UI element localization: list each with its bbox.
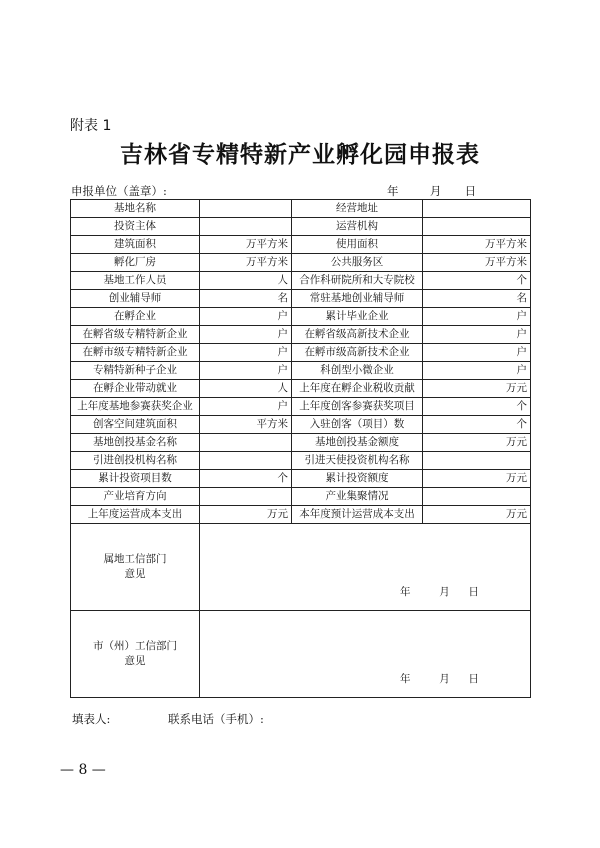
field-label: 合作科研院所和大专院校 <box>292 272 423 290</box>
table-row <box>71 236 531 254</box>
field-value[interactable]: 名 <box>423 290 531 308</box>
field-value[interactable]: 万平方米 <box>423 236 531 254</box>
table-row <box>71 362 531 380</box>
field-label: 累计投资项目数 <box>71 470 200 488</box>
field-value[interactable]: 户 <box>200 308 292 326</box>
date-year: 年 <box>400 586 411 598</box>
field-value[interactable] <box>423 200 531 218</box>
field-label: 基地工作人员 <box>71 272 200 290</box>
application-form-table <box>70 199 531 698</box>
field-label: 公共服务区 <box>292 254 423 272</box>
field-value[interactable] <box>423 488 531 506</box>
table-row <box>71 344 531 362</box>
field-label: 上年度创客参赛获奖项目 <box>292 398 423 416</box>
field-label: 引进天使投资机构名称 <box>292 452 423 470</box>
field-label: 在孵市级高新技术企业 <box>292 344 423 362</box>
field-value[interactable] <box>200 434 292 452</box>
field-value[interactable] <box>423 452 531 470</box>
field-value[interactable]: 万元 <box>200 506 292 524</box>
field-label: 经营地址 <box>292 200 423 218</box>
field-value[interactable]: 万元 <box>423 434 531 452</box>
field-label: 在孵市级专精特新企业 <box>71 344 200 362</box>
table-row <box>71 398 531 416</box>
field-label: 累计投资额度 <box>292 470 423 488</box>
field-value[interactable]: 人 <box>200 272 292 290</box>
field-value[interactable]: 万元 <box>423 470 531 488</box>
date-month: 月 <box>439 586 450 598</box>
table-row <box>71 254 531 272</box>
opinion-row-local <box>71 524 531 611</box>
field-label: 创客空间建筑面积 <box>71 416 200 434</box>
field-value[interactable]: 万平方米 <box>423 254 531 272</box>
field-value[interactable]: 户 <box>423 326 531 344</box>
opinion-label-line2: 意见 <box>124 568 146 580</box>
table-row <box>71 488 531 506</box>
table-row <box>71 416 531 434</box>
field-label: 投资主体 <box>71 218 200 236</box>
field-value[interactable]: 名 <box>200 290 292 308</box>
field-label: 本年度预计运营成本支出 <box>292 506 423 524</box>
field-label: 孵化厂房 <box>71 254 200 272</box>
field-label: 在孵企业 <box>71 308 200 326</box>
field-value[interactable]: 户 <box>423 308 531 326</box>
date-month: 月 <box>439 673 450 685</box>
opinion-label-cell <box>71 611 200 698</box>
table-row <box>71 290 531 308</box>
table-row <box>71 326 531 344</box>
opinion-label-cell <box>71 524 200 611</box>
table-row <box>71 506 531 524</box>
table-row <box>71 452 531 470</box>
field-value[interactable]: 人 <box>200 380 292 398</box>
table-row <box>71 380 531 398</box>
field-label: 专精特新种子企业 <box>71 362 200 380</box>
submission-date <box>387 183 476 199</box>
field-value[interactable]: 个 <box>423 416 531 434</box>
field-value[interactable] <box>200 452 292 470</box>
field-label: 基地创投基金名称 <box>71 434 200 452</box>
field-value[interactable] <box>200 218 292 236</box>
filler-label: 填表人: <box>72 712 111 726</box>
date-month: 月 <box>429 184 442 198</box>
field-label: 引进创投机构名称 <box>71 452 200 470</box>
field-label: 在孵省级专精特新企业 <box>71 326 200 344</box>
field-value[interactable] <box>200 488 292 506</box>
field-label: 在孵省级高新技术企业 <box>292 326 423 344</box>
opinion-label-line1: 市（州）工信部门 <box>93 640 177 652</box>
field-value[interactable] <box>423 218 531 236</box>
opinion-input-area[interactable] <box>200 524 531 611</box>
field-label: 建筑面积 <box>71 236 200 254</box>
table-row <box>71 218 531 236</box>
field-label: 上年度基地参赛获奖企业 <box>71 398 200 416</box>
page-number: — 8 — <box>60 762 106 778</box>
field-value[interactable]: 户 <box>423 344 531 362</box>
field-value[interactable]: 万元 <box>423 506 531 524</box>
table-row <box>71 470 531 488</box>
field-label: 使用面积 <box>292 236 423 254</box>
field-label: 产业集聚情况 <box>292 488 423 506</box>
opinion-date <box>400 671 479 688</box>
date-day: 日 <box>468 586 479 598</box>
field-label: 运营机构 <box>292 218 423 236</box>
field-value[interactable] <box>200 200 292 218</box>
field-value[interactable]: 户 <box>200 344 292 362</box>
date-day: 日 <box>464 184 477 198</box>
field-value[interactable]: 平方米 <box>200 416 292 434</box>
document-title: 吉林省专精特新产业孵化园申报表 <box>120 141 480 168</box>
field-label: 上年度运营成本支出 <box>71 506 200 524</box>
date-year: 年 <box>400 673 411 685</box>
contact-phone-label: 联系电话（手机）: <box>168 712 264 726</box>
field-value[interactable]: 万平方米 <box>200 254 292 272</box>
field-value[interactable]: 万平方米 <box>200 236 292 254</box>
opinion-date <box>400 584 479 601</box>
field-label: 基地创投基金额度 <box>292 434 423 452</box>
field-label: 入驻创客（项目）数 <box>292 416 423 434</box>
field-value[interactable]: 个 <box>200 470 292 488</box>
table-row <box>71 272 531 290</box>
table-row <box>71 308 531 326</box>
footer-line <box>72 711 264 727</box>
applicant-line <box>71 183 529 199</box>
date-day: 日 <box>468 673 479 685</box>
field-label: 累计毕业企业 <box>292 308 423 326</box>
field-value[interactable]: 个 <box>423 398 531 416</box>
field-label: 基地名称 <box>71 200 200 218</box>
field-value[interactable]: 万元 <box>423 380 531 398</box>
field-value[interactable]: 个 <box>423 272 531 290</box>
opinion-row-city <box>71 611 531 698</box>
field-label: 常驻基地创业辅导师 <box>292 290 423 308</box>
field-label: 产业培育方向 <box>71 488 200 506</box>
field-label: 科创型小微企业 <box>292 362 423 380</box>
date-year: 年 <box>387 184 399 198</box>
opinion-label-line2: 意见 <box>124 655 146 667</box>
field-value[interactable]: 户 <box>200 398 292 416</box>
opinion-label-line1: 属地工信部门 <box>103 553 167 565</box>
field-label: 在孵企业带动就业 <box>71 380 200 398</box>
field-value[interactable]: 户 <box>423 362 531 380</box>
appendix-label: 附表 1 <box>70 118 112 134</box>
applicant-label: 申报单位（盖章）: <box>71 184 167 198</box>
field-value[interactable]: 户 <box>200 362 292 380</box>
field-label: 上年度在孵企业税收贡献 <box>292 380 423 398</box>
table-row <box>71 434 531 452</box>
opinion-input-area[interactable] <box>200 611 531 698</box>
field-label: 创业辅导师 <box>71 290 200 308</box>
field-value[interactable]: 户 <box>200 326 292 344</box>
table-row <box>71 200 531 218</box>
